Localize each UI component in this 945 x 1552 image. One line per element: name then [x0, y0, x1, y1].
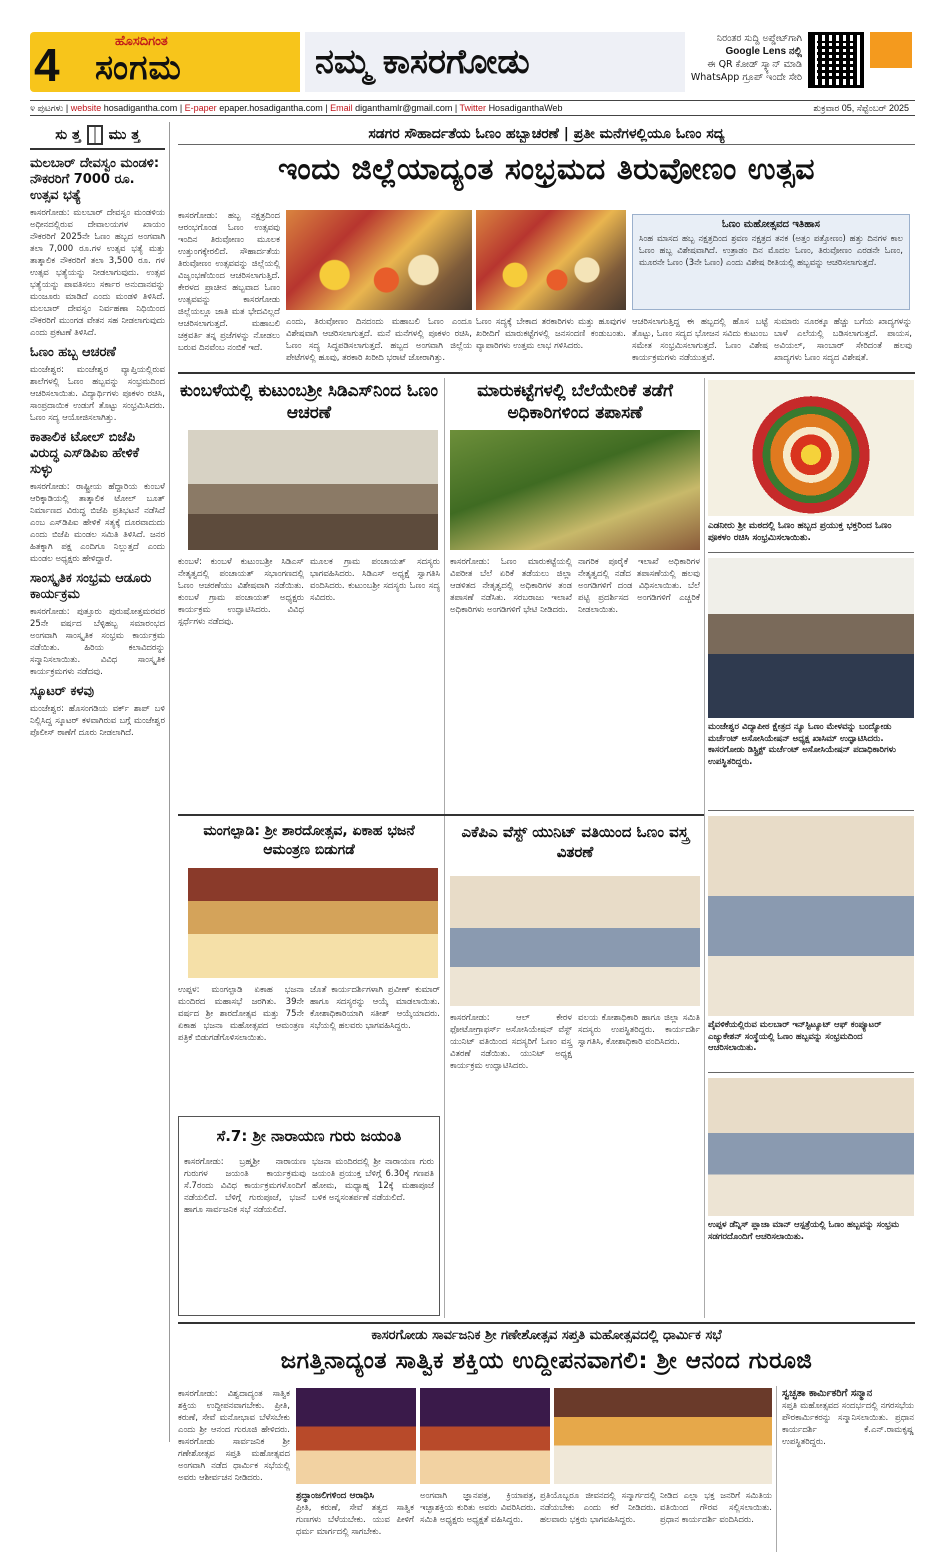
masthead: [0, 0, 945, 100]
website-link[interactable]: hosadigantha.com: [103, 103, 178, 113]
kumbale-meeting-photo: [188, 430, 438, 550]
qr-info-line: ನಿರಂತರ ಸುದ್ದಿ ಅಪ್ಡೇಟ್‌ಗಾಗಿ: [716, 33, 802, 44]
qr-code-icon[interactable]: [808, 32, 864, 88]
narayana-col: ಭಜನಾ ಮಂದಿರದಲ್ಲಿ ಶ್ರೀ ನಾರಾಯಣ ಗುರು ಜಯಂತಿ ಪ್ರಯುಕ್ತ ಬೆಳಿಗ್ಗೆ 6.30ಕ್ಕೆ ಗಣಪತಿ ಹೋಮ, ಮಧ್ಯಾಹ್ನ 12ಕ್ಕೆ ಮಹಾಪೂಜೆ ಬಳಿಕ ಅನ್ನಸಂತರ್ಪಣೆ ನಡೆಯಲಿದೆ.: [312, 1157, 434, 1203]
onam-mela-caption: ಮಂಜೇಶ್ವರ ವಿದ್ಯಾಪೀಠ ಕ್ಷೇತ್ರದ ನ್ಯೂ ಓಣಂ ಮೇಳವನ್ನು ಬಂದ್ಯೋಡು ಮರ್ಚೆಂಟ್ ಅಸೋಸಿಯೇಷನ್ ಅಧ್ಯಕ್ಷ ಖಾಸಿಮ್ ಉದ್ಘಾಟಿಸಿದರು. ಕಾಸರಗೋಡು ಡಿಸ್ಟ್ರಿಕ್ಟ್ ಮರ್ಚೆಂಟ್ ಅಸೋಸಿಯೇಷನ್ ಪದಾಧಿಕಾರಿಗಳು ಉಪಸ್ಥಿತರಿದ್ದರು.: [708, 722, 896, 767]
stage-photo: [420, 1388, 550, 1484]
epaper-label: E-paper: [184, 103, 217, 113]
issue-date: ಶುಕ್ರವಾರ 05, ಸೆಪ್ಟೆಂಬರ್ 2025: [813, 103, 909, 113]
section-word: ಮು ತ್ತ: [108, 127, 140, 143]
corner-tab: [870, 32, 912, 68]
info-bar: ೪ ಪುಟಗಳು | website hosadigantha.com | E-paper epaper.hosadigantha.com | Email diganthamlr@gmail.com | Twitter HosadiganthaWeb ಶುಕ್ರವಾರ 05, ಸೆಪ್ಟೆಂಬರ್ 2025: [30, 100, 915, 116]
lead-col: ಸುಮಾರು ನೂರಕ್ಕೂ ಹೆಚ್ಚು ಬಗೆಯ ಖಾದ್ಯಗಳನ್ನು ಬಾಳೆ ಎಲೆಯಲ್ಲಿ ಬಡಿಸಲಾಗುತ್ತದೆ. ಪಾಯಸ, ಅವಿಯಲ್, ಸಾಂಬಾರ್ ಸೇರಿದಂತೆ ಹಲವು ಖಾದ್ಯಗಳು ಓಣಂ ಸದ್ಯದ ವಿಶೇಷತೆ.: [774, 317, 912, 363]
divider: [708, 1072, 914, 1073]
left-story: [30, 684, 165, 739]
akpa-headline[interactable]: ಎಕೆಪಿಎ ವೆಸ್ಟ್ ಯುನಿಟ್ ವತಿಯಿಂದ ಓಣಂ ವಸ್ತ್ರ ವಿತರಣೆ: [461, 823, 689, 861]
divider: [708, 552, 914, 553]
left-story-title[interactable]: ಮಲಬಾರ್ ದೇವಸ್ವಂ ಮಂಡಳಿ: ನೌಕರರಿಗೆ 7000 ರೂ. ಉತ್ಸವ ಭತ್ಯೆ: [30, 156, 160, 203]
mangalpady-col: ಉಪ್ಪಳ: ಮಂಗಲ್ಪಾಡಿ ಏಕಾಹ ಭಜನಾ ಮಂದಿರದ ಮಹಾಸಭೆ ಜರಗಿತು. 39ನೇ ವರ್ಷದ ಶ್ರೀ ಶಾರದೋತ್ಸವ ಮತ್ತು 75ನೇ ಏಕಾಹ ಭಜನಾ ಮಹೋತ್ಸವದ ಆಮಂತ್ರಣ ಪತ್ರಿಕೆ ಬಿಡುಗಡೆಗೊಳಿಸಲಾಯಿತು.: [178, 985, 304, 1043]
left-story: [30, 571, 165, 678]
qr-info-line: Google Lens ನಲ್ಲಿ: [725, 46, 802, 57]
left-story-text: ಕಾಸರಗೋಡು: ರಾಷ್ಟ್ರೀಯ ಹೆದ್ದಾರಿಯ ಕುಂಬಳೆ ಆರಿಕ್ಕಾಡಿಯಲ್ಲಿ ತಾತ್ಕಾಲಿಕ ಟೋಲ್ ಬೂತ್ ನಿರ್ಮಾಣದ ವಿರುದ್ಧ ಬಿಜೆಪಿ ಪ್ರತಿಭಟನೆ ನಡೆಸಿದೆ ಎಂಬ ಎಸ್‌ಡಿಪಿಐ ಹೇಳಿಕೆ ಸತ್ಯಕ್ಕೆ ದೂರವಾದುದು ಎಂದು ಬಿಜೆಪಿ ಮಂಡಲ ಸಮಿತಿ ತಿಳಿಸಿದೆ. ಜನರ ಹಿತಕ್ಕಾಗಿ ಪಕ್ಷ ಎಂದಿಗೂ ನಿಲ್ಲುತ್ತದೆ ಎಂದು ಮಂಡಲ ಅಧ್ಯಕ್ಷರು ಹೇಳಿದ್ದಾರೆ.: [30, 482, 165, 564]
bottom-side: [782, 1388, 914, 1550]
computer-institute-photo: [708, 816, 914, 1016]
narayana-col: ಕಾಸರಗೋಡು: ಬ್ರಹ್ಮಶ್ರೀ ನಾರಾಯಣ ಗುರುಗಳ ಜಯಂತಿ ಕಾರ್ಯಕ್ರಮವು ಸೆ.7ರಂದು ವಿವಿಧ ಕಾರ್ಯಕ್ರಮಗಳೊಂದಿಗೆ ನಡೆಯಲಿದೆ. ಬೆಳಿಗ್ಗೆ ಗುರುಪೂಜೆ, ಭಜನೆ ಹಾಗೂ ಸಾರ್ವಜನಿಕ ಸಭೆ ನಡೆಯಲಿದೆ.: [184, 1157, 306, 1215]
kumbale-headline[interactable]: ಕುಂಬಳೆಯಲ್ಲಿ ಕುಟುಂಬಶ್ರೀ ಸಿಡಿಎಸ್‌ನಿಂದ ಓಣಂ ಆಚರಣೆ: [180, 381, 438, 423]
onam-market-photo: [286, 210, 472, 310]
market-col: ನಾಗರಿಕ ಪೂರೈಕೆ ಇಲಾಖೆ ಅಧಿಕಾರಿಗಳ ನೇತೃತ್ವದಲ್ಲಿ ನಡೆದ ತಪಾಸಣೆಯಲ್ಲಿ ಹಲವು ಅಂಗಡಿಗಳಿಗೆ ದಂಡ ವಿಧಿಸಲಾಯಿತು. ಬೆಲೆ ಪಟ್ಟಿ ಪ್ರದರ್ಶಿಸದ ಅಂಗಡಿಗಳಿಗೆ ಎಚ್ಚರಿಕೆ ನೀಡಲಾಯಿತು.: [578, 557, 700, 615]
divider: [178, 814, 704, 816]
bottom-kicker: ಕಾಸರಗೋಡು ಸಾರ್ವಜನಿಕ ಶ್ರೀ ಗಣೇಶೋತ್ಸವ ಸಪ್ತತಿ ಮಹೋತ್ಸವದಲ್ಲಿ ಧಾರ್ಮಿಕ ಸಭೆ: [371, 1328, 722, 1343]
section-title: ನಮ್ಮ ಕಾಸರಗೋಡು: [305, 32, 685, 92]
divider: [178, 372, 915, 374]
computer-institute-caption: ಪೈವಳಿಕೆಯಲ್ಲಿರುವ ಮಲಬಾರ್ ಇನ್‌ಸ್ಟಿಟ್ಯೂಟ್ ಆಫ್ ಕಂಪ್ಯೂಟರ್ ಎಜ್ಯುಕೇಶನ್ ಸಂಸ್ಥೆಯಲ್ಲಿ ಓಣಂ ಹಬ್ಬವನ್ನು ಸಂಭ್ರಮದಿಂದ ಆಚರಿಸಲಾಯಿತು.: [708, 1020, 882, 1053]
market-col: ಕಾಸರಗೋಡು: ಓಣಂ ಮಾರುಕಟ್ಟೆಯಲ್ಲಿ ವಿಪರೀತ ಬೆಲೆ ಏರಿಕೆ ತಡೆಯಲು ಜಿಲ್ಲಾ ಆಡಳಿತದ ನೇತೃತ್ವದಲ್ಲಿ ಅಧಿಕಾರಿಗಳ ತಂಡ ತಪಾಸಣೆ ನಡೆಸಿತು. ಸರಬರಾಜು ಇಲಾಖೆ ಅಧಿಕಾರಿಗಳು ಅಂಗಡಿಗಳಿಗೆ ಭೇಟಿ ನೀಡಿದರು.: [450, 557, 572, 615]
edneer-pookalam-photo: [708, 380, 914, 516]
bottom-col: ನೀಡಿದ ಎಲ್ಲಾ ಭಕ್ತ ಜನರಿಗೆ ಸಮಿತಿಯ ವತಿಯಿಂದ ಗೌರವ ಸಲ್ಲಿಸಲಾಯಿತು. ಪ್ರಧಾನ ಕಾರ್ಯದರ್ಶಿ ವಂದಿಸಿದರು.: [660, 1491, 772, 1525]
website-label: website: [70, 103, 102, 113]
onam-mela-photo: [708, 558, 914, 718]
history-box-title: ಓಣಂ ಮಹೋತ್ಸವದ ಇತಿಹಾಸ: [721, 219, 820, 230]
email-link[interactable]: diganthamlr@gmail.com: [355, 103, 453, 113]
divider: [776, 1386, 777, 1552]
left-story-title[interactable]: ಸಾಂಸ್ಕೃತಿಕ ಸಂಭ್ರಮ ಆಡೂರು ಕಾರ್ಯಕ್ರಮ: [30, 571, 152, 602]
left-story: [30, 345, 165, 424]
narayana-guru-headline[interactable]: ಸೆ.7: ಶ್ರೀ ನಾರಾಯಣ ಗುರು ಜಯಂತಿ: [216, 1127, 402, 1145]
audience-photo: [554, 1388, 772, 1484]
left-story-text: ಕಾಸರಗೋಡು: ಪುತ್ತೂರು ಪುರುಷೋತ್ತಮರವರ 25ನೇ ವರ್ಷದ ಬೆಳ್ಳಿಹಬ್ಬ ಸಮಾರಂಭದ ಅಂಗವಾಗಿ ಸಾಂಸ್ಕೃತಿಕ ಸಂಭ್ರಮ ಕಾರ್ಯಕ್ರಮ ನಡೆಯಿತು. ಹಿರಿಯ ಕಲಾವಿದರನ್ನು ಸನ್ಮಾನಿಸಲಾಯಿತು. ವಿವಿಧ ಸಾಂಸ್ಕೃತಿಕ ಕಾರ್ಯಕ್ರಮಗಳು ನಡೆದವು.: [30, 607, 165, 677]
bottom-col-text: ಪ್ರೀತಿ, ಕರುಣೆ, ಸೇವೆ ತತ್ವದ ಸಾತ್ವಿಕ ಗುಣಗಳು ಬೆಳೆಯಬೇಕು. ಯುವ ಪೀಳಿಗೆ ಧರ್ಮ ಮಾರ್ಗದಲ್ಲಿ ಸಾಗಬೇಕು.: [296, 1503, 414, 1537]
qr-info-line: WhatsApp ಗ್ರೂಪ್ ಇಂದೇ ಸೇರಿ: [690, 72, 802, 83]
flower-shop-photo: [476, 210, 626, 310]
bottom-col: ಪ್ರತಿಯೊಬ್ಬರೂ ಜೀವನದಲ್ಲಿ ಸನ್ಮಾರ್ಗದಲ್ಲಿ ನಡೆಯಬೇಕು ಎಂದು ಕರೆ ನೀಡಿದರು. ಹಲವಾರು ಭಕ್ತರು ಭಾಗವಹಿಸಿದ್ದರು.: [540, 1491, 656, 1525]
left-column: [30, 122, 170, 1442]
market-headline[interactable]: ಮಾರುಕಟ್ಟೆಗಳಲ್ಲಿ ಬೆಲೆಯೇರಿಕೆ ತಡೆಗೆ ಅಧಿಕಾರಿಗಳಿಂದ ತಪಾಸಣೆ: [477, 381, 673, 423]
bottom-col: [296, 1490, 414, 1550]
kumbale-col: ಮೂಲಕ ಗ್ರಾಮ ಪಂಚಾಯತ್ ಸದಸ್ಯರು ಭಾಗವಹಿಸಿದರು. ಸಿಡಿಎಸ್ ಅಧ್ಯಕ್ಷೆ ಸ್ವಾಗತಿಸಿ ವಂದಿಸಿದರು. ಕುಟುಂಬಶ್ರೀ ಸದಸ್ಯರು ಓಣಂ ಸದ್ಯ ಸವಿದರು.: [310, 557, 440, 603]
left-story-title[interactable]: ಓಣಂ ಹಬ್ಬ ಆಚರಣೆ: [30, 345, 116, 360]
page-number: 4: [34, 39, 60, 91]
lead-kicker: ಸಡಗರ ಸೌಹಾರ್ದತೆಯ ಓಣಂ ಹಬ್ಬಾಚರಣೆ | ಪ್ರತೀ ಮನೆಗಳಲ್ಲಿಯೂ ಓಣಂ ಸದ್ಯ: [368, 126, 725, 142]
left-story-title[interactable]: ಸ್ಕೂಟರ್ ಕಳವು: [30, 684, 95, 699]
kumbale-col: ಕುಂಬಳೆ: ಕುಂಬಳೆ ಕುಟುಂಬಶ್ರೀ ಸಿಡಿಎಸ್ ನೇತೃತ್ವದಲ್ಲಿ ಪಂಚಾಯತ್ ಸಭಾಂಗಣದಲ್ಲಿ ಓಣಂ ಆಚರಣೆಯು ವಿಶೇಷವಾಗಿ ನಡೆಯಿತು. ಕುಂಬಳೆ ಗ್ರಾಮ ಪಂಚಾಯತ್ ಅಧ್ಯಕ್ಷರು ಕಾರ್ಯಕ್ರಮ ಉದ್ಘಾಟಿಸಿದರು. ವಿವಿಧ ಸ್ಪರ್ಧೆಗಳು ನಡೆದವು.: [178, 557, 304, 627]
twitter-label: Twitter: [459, 103, 487, 113]
akpa-group-photo: [450, 876, 700, 1006]
left-story-text: ಮಂಜೇಶ್ವರ: ಹೊಸಂಗಡಿಯ ವರ್ಕ್ ಶಾಪ್ ಬಳಿ ನಿಲ್ಲಿಸಿದ್ದ ಸ್ಕೂಟರ್ ಕಳವಾಗಿರುವ ಬಗ್ಗೆ ಮಂಜೇಶ್ವರ ಪೊಲೀಸ್ ಠಾಣೆಗೆ ದೂರು ನೀಡಲಾಗಿದೆ.: [30, 704, 165, 738]
page-count: ೪ ಪುಟಗಳು: [30, 103, 64, 113]
bottom-col: ಅಂಗವಾಗಿ ಜ್ಞಾನಪತ್ರ, ಕ್ರಿಯಾಪತ್ರ, ಇಚ್ಛಾಶಕ್ತಿಯ ಕುರಿತು ಅವರು ವಿವರಿಸಿದರು. ಸಮಿತಿ ಅಧ್ಯಕ್ಷರು ಅಧ್ಯಕ್ಷತೆ ವಹಿಸಿದ್ದರು.: [420, 1491, 536, 1525]
lead-col: ಕಾಸರಗೋಡು: ಹಬ್ಬ ನಕ್ಷತ್ರದಿಂದ ಆರಂಭಗೊಂಡ ಓಣಂ ಉತ್ಸವವು ಇಂದಿನ ತಿರುವೋಣಂ ಮೂಲಕ ಉತ್ತುಂಗಕ್ಕೇರಲಿದೆ. ಸೌಹಾರ್ದತೆಯ ತಿರುವೋಣಂ ಉತ್ಸವವನ್ನು ಜಿಲ್ಲೆಯಲ್ಲಿ ವಿಜೃಂಭಣೆಯಿಂದ ಆಚರಿಸಲಾಗುತ್ತಿದೆ. ಕೇರಳದ ಪ್ರಾಚೀನ ಹಬ್ಬವಾದ ಓಣಂ ಉತ್ಸವವನ್ನು ಕಾಸರಗೋಡು ಜಿಲ್ಲೆಯಲ್ಲೂ ಜಾತಿ ಮತ ಭೇದವಿಲ್ಲದೆ ಆಚರಿಸಲಾಗುತ್ತದೆ. ಮಹಾಬಲಿ ಚಕ್ರವರ್ತಿ ತನ್ನ ಪ್ರಜೆಗಳನ್ನು ನೋಡಲು ಬರುವ ದಿನವೆಂಬ ನಂಬಿಕೆ ಇದೆ.: [178, 211, 280, 353]
left-story-title[interactable]: ಕಾತಾಲಿಕ ಟೋಲ್ ಬಿಜೆಪಿ ವಿರುದ್ಧ ಎಸ್‌ಡಿಪಿಐ ಹೇಳಿಕೆ ಸುಳ್ಳು: [30, 430, 140, 477]
brand-title: ಸಂಗಮ: [95, 48, 182, 88]
divider: [178, 144, 915, 145]
dpm-hospital-caption: ಉಪ್ಪಳ ಡೆನ್ನಿಸ್ ಪ್ಲಾಜಾ ಮಾನ್ ಆಸ್ಪತ್ರೆಯಲ್ಲಿ ಓಣಂ ಹಬ್ಬವನ್ನು ಸಂಭ್ರಮ ಸಡಗರದೊಂದಿಗೆ ಆಚರಿಸಲಾಯಿತು.: [708, 1220, 900, 1242]
lead-col: ಆಚರಿಸಲಾಗುತ್ತಿದ್ದ ಈ ಹಬ್ಬದಲ್ಲಿ ಹೊಸ ಬಟ್ಟೆ ತೊಟ್ಟು, ಓಣಂ ಸದ್ಯದ ಭೋಜನ ಸವಿದು ಕುಟುಂಬ ಸಮೇತ ಸಂಭ್ರಮಿಸಲಾಗುತ್ತದೆ. ಓಣಂ ವಿಶೇಷ ಕಾರ್ಯಕ್ರಮಗಳು ನಡೆಯುತ್ತವೆ.: [632, 317, 768, 363]
gurooji-photo: [296, 1388, 416, 1484]
left-story-text: ಮಂಜೇಶ್ವರ: ಮಂಜೇಶ್ವರ ವ್ಯಾಪ್ತಿಯಲ್ಲಿರುವ ಶಾಲೆಗಳಲ್ಲಿ ಓಣಂ ಹಬ್ಬವನ್ನು ಸಂಭ್ರಮದಿಂದ ಆಚರಿಸಲಾಯಿತು. ವಿದ್ಯಾರ್ಥಿಗಳು ಪೂಕಳಂ ರಚಿಸಿ, ಸಾಂಪ್ರದಾಯಿಕ ಉಡುಗೆ ತೊಟ್ಟು ಸಂಭ್ರಮಿಸಿದರು. ಓಣಂ ಸದ್ಯ ಆಯೋಜಿಸಲಾಗಿತ್ತು.: [30, 365, 165, 423]
mangalpady-headline[interactable]: ಮಂಗಲ್ಪಾಡಿ: ಶ್ರೀ ಶಾರದೋತ್ಸವ, ಏಕಾಹ ಭಜನೆ ಆಮಂತ್ರಣ ಬಿಡುಗಡೆ: [203, 823, 415, 858]
email-label: Email: [330, 103, 353, 113]
left-story: [30, 156, 165, 339]
brand-small: ಹೊಸದಿಗಂತ: [115, 34, 168, 49]
divider: [708, 810, 914, 811]
divider: [444, 818, 445, 1318]
bottom-side-text: ಸಪ್ತತಿ ಮಹೋತ್ಸವದ ಸಂದರ್ಭದಲ್ಲಿ ನಗರಸಭೆಯ ಪೌರಕಾರ್ಮಿಕರನ್ನು ಸನ್ಮಾನಿಸಲಾಯಿತು. ಪ್ರಧಾನ ಕಾರ್ಯದರ್ಶಿ ಕೆ.ಎನ್.ರಾಮಕೃಷ್ಣ ಉಪಸ್ಥಿತರಿದ್ದರು.: [782, 1401, 914, 1447]
section-word: ಸು ತ್ತ: [55, 127, 81, 143]
qr-info: [690, 32, 802, 84]
lead-col: ಓಣಂ ಸದ್ಯಕ್ಕೆ ಬೇಕಾದ ತರಕಾರಿಗಳು ಮತ್ತು ಹೂವುಗಳ ಖರೀದಿಗೆ ಮಾರುಕಟ್ಟೆಗಳಲ್ಲಿ ಜನಸಂದಣಿ ಕಂಡುಬಂತು. ವ್ಯಾಪಾರಿಗಳು ಉತ್ತಮ ಲಾಭ ಗಳಿಸಿದರು.: [476, 317, 626, 351]
vegetable-market-photo: [450, 430, 700, 550]
twitter-link[interactable]: HosadiganthaWeb: [488, 103, 563, 113]
bottom-side-title[interactable]: ಸ್ವಚ್ಛತಾ ಕಾರ್ಮಿಕರಿಗೆ ಸನ್ಮಾನ: [782, 1388, 873, 1399]
bottom-headline[interactable]: ಜಗತ್ತಿನಾದ್ಯಂತ ಸಾತ್ವಿಕ ಶಕ್ತಿಯ ಉದ್ದೀಪನವಾಗಲಿ: ಶ್ರೀ ಆನಂದ ಗುರೂಜಿ: [280, 1348, 813, 1374]
history-box-text: ಸಿಂಹ ಮಾಸದ ಹಬ್ಬ ನಕ್ಷತ್ರದಿಂದ ಶ್ರವಣ ನಕ್ಷತ್ರದ ತನಕ (ಅತ್ತಂ ಪತ್ತೋಣಂ) ಹತ್ತು ದಿನಗಳ ಕಾಲ ಓಣಂ ಹಬ್ಬ ವಿಶೇಷವಾಗಿದೆ. ಉತ್ರಾಡಂ ದಿನ ಮೊದಲ ಓಣಂ, ತಿರುವೋಣಂ ಎರಡನೇ ಓಣಂ, ಮೂರನೇ ಓಣಂ (3ನೇ ಓಣಂ) ಎಂದು ವಿಶೇಷ ರೀತಿಯಲ್ಲಿ ಹಬ್ಬವನ್ನು ಆಚರಿಸಲಾಗುತ್ತದೆ.: [639, 234, 903, 268]
qr-info-line: ಈ QR ಕೋಡ್ ಸ್ಕ್ಯಾನ್ ಮಾಡಿ: [707, 59, 802, 70]
sutta-muttha-header: [30, 122, 165, 150]
left-story-text: ಕಾಸರಗೋಡು: ಮಲಬಾರ್ ದೇವಸ್ವಂ ಮಂಡಳಿಯ ಅಧೀನದಲ್ಲಿರುವ ದೇವಾಲಯಗಳ ಖಾಯಂ ನೌಕರರಿಗೆ 2025ನೇ ಓಣಂ ಹಬ್ಬದ ಅಂಗವಾಗಿ ತಲಾ 7,000 ರೂ.ಗಳ ಉತ್ಸವ ಭತ್ಯೆ ಮತ್ತು ತಾತ್ಕಾಲಿಕ ನೌಕರರಿಗೆ ತಲಾ 3,500 ರೂ. ಗಳ ಉತ್ಸವ ಭತ್ಯೆಯನ್ನು ನೀಡಲಾಗುವುದು. ಉತ್ಸವ ಭತ್ಯೆಯನ್ನು ಪಾವತಿಸಲು ಸರ್ಕಾರ ಅನುದಾನವನ್ನು ಮಂಜೂರು ಮಾಡಿದೆ ಎಂದು ಮಂಡಳಿ ತಿಳಿಸಿದೆ. ಮಲಬಾರ್ ದೇವಸ್ವಂ ನಿರ್ವಹಣಾ ನಿಧಿಯಿಂದ ನೌಕರರಿಗೆ ಮುಂಗಡ ವೇತನ ಸಹ ನೀಡಲಾಗುವುದು ಎಂದು ಪ್ರಕಟಣೆ ತಿಳಿಸಿದೆ.: [30, 208, 165, 338]
mangalpady-col: ಜೊತೆ ಕಾರ್ಯದರ್ಶಿಗಳಾಗಿ ಪ್ರವೀಣ್ ಕುಮಾರ್ ಹಾಗೂ ಸದಸ್ಯರನ್ನು ಆಯ್ಕೆ ಮಾಡಲಾಯಿತು. ಕೋಶಾಧಿಕಾರಿಯಾಗಿ ಸತೀಶ್ ಆಯ್ಕೆಯಾದರು. ಸಭೆಯಲ್ಲಿ ಹಲವರು ಭಾಗವಹಿಸಿದ್ದರು.: [310, 985, 440, 1031]
book-icon: [87, 125, 103, 145]
divider: [444, 378, 445, 818]
divider: [704, 378, 705, 1318]
left-story: [30, 430, 165, 565]
pookalam-caption: ಎಡನೀರು ಶ್ರೀ ಮಠದಲ್ಲಿ ಓಣಂ ಹಬ್ಬದ ಪ್ರಯುಕ್ತ ಭಕ್ತರಿಂದ ಓಣಂ ಪೂಕಳಂ ರಚಿಸಿ ಸಂಭ್ರಮಿಸಲಾಯಿತು.: [708, 521, 892, 543]
bottom-col: ಕಾಸರಗೋಡು: ವಿಶ್ವದಾದ್ಯಂತ ಸಾತ್ವಿಕ ಶಕ್ತಿಯ ಉದ್ದೀಪನವಾಗಬೇಕು. ಪ್ರೀತಿ, ಕರುಣೆ, ಸೇವೆ ಮನೋಭಾವ ಬೆಳೆಸಬೇಕು ಎಂದು ಶ್ರೀ ಆನಂದ ಗುರೂಜಿ ಹೇಳಿದರು. ಕಾಸರಗೋಡು ಸಾರ್ವಜನಿಕ ಶ್ರೀ ಗಣೇಶೋತ್ಸವ ಸಪ್ತತಿ ಮಹೋತ್ಸವದ ಅಂಗವಾಗಿ ನಡೆದ ಧಾರ್ಮಿಕ ಸಭೆಯಲ್ಲಿ ಅವರು ಆಶೀರ್ವಚನ ನೀಡಿದರು.: [178, 1389, 290, 1483]
bhajana-mandira-photo: [188, 868, 438, 978]
dpm-hospital-photo: [708, 1078, 914, 1216]
history-box: [632, 214, 910, 310]
epaper-link[interactable]: epaper.hosadigantha.com: [219, 103, 323, 113]
lead-headline[interactable]: ಇಂದು ಜಿಲ್ಲೆಯಾದ್ಯಂತ ಸಂಭ್ರಮದ ತಿರುವೋಣಂ ಉತ್ಸವ: [277, 152, 816, 187]
lead-col: ಎಂದು, ತಿರುವೋಣಂ ದಿನದಂದು ಮಹಾಬಲಿ ಓಣಂ ಎಂದೂ ವಿಶೇಷವಾಗಿ ಆಚರಿಸಲಾಗುತ್ತದೆ. ಮನೆ ಮನೆಗಳಲ್ಲಿ ಪೂಕಳಂ ರಚಿಸಿ, ಓಣಂ ಸದ್ಯ ಸಿದ್ಧಪಡಿಸಲಾಗುತ್ತದೆ. ಹಬ್ಬದ ಅಂಗವಾಗಿ ಜಿಲ್ಲೆಯ ಪೇಟೆಗಳಲ್ಲಿ ಹೂವು, ತರಕಾರಿ ಖರೀದಿ ಭರಾಟೆ ಜೋರಾಗಿತ್ತು.: [286, 317, 472, 363]
divider: [178, 1322, 915, 1324]
akpa-col: ವಲಯ ಕೋಶಾಧಿಕಾರಿ ಹಾಗೂ ಜಿಲ್ಲಾ ಸಮಿತಿ ಸದಸ್ಯರು ಉಪಸ್ಥಿತರಿದ್ದರು. ಕಾರ್ಯದರ್ಶಿ ಸ್ವಾಗತಿಸಿ, ಕೋಶಾಧಿಕಾರಿ ವಂದಿಸಿದರು.: [578, 1013, 700, 1047]
bottom-subhead: ಶ್ರದ್ಧಾಂಜಲಿಗಳಿಂದ ಆರಾಧಿಸಿ: [296, 1491, 374, 1501]
akpa-col: ಕಾಸರಗೋಡು: ಆಲ್ ಕೇರಳ ಫೋಟೋಗ್ರಾಫರ್ಸ್ ಅಸೋಸಿಯೇಷನ್ ವೆಸ್ಟ್ ಯುನಿಟ್ ವತಿಯಿಂದ ಸದಸ್ಯರಿಗೆ ಓಣಂ ವಸ್ತ್ರ ವಿತರಣೆ ನಡೆಯಿತು. ಯುನಿಟ್ ಅಧ್ಯಕ್ಷ ಕಾರ್ಯಕ್ರಮ ಉದ್ಘಾಟಿಸಿದರು.: [450, 1013, 572, 1071]
